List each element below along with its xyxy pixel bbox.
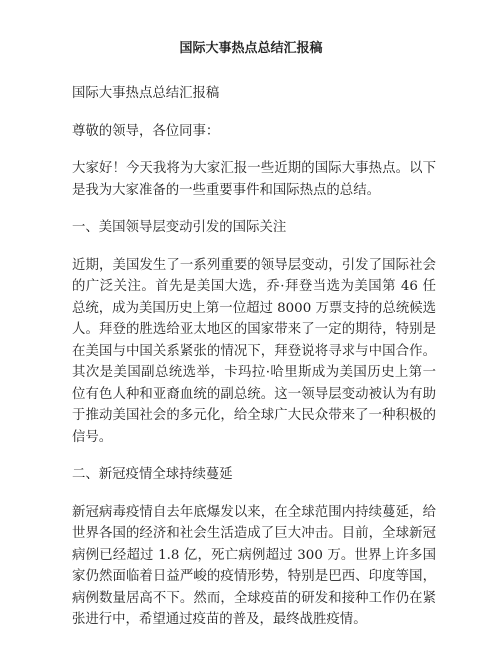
section-1-heading: 一、美国领导层变动引发的国际关注 (72, 220, 287, 235)
section-2-paragraph: 新冠病毒疫情自去年底爆发以来，在全球范围内持续蔓延，给世界各国的经济和社会生活造成了巨大冲击。目前，全球新冠病例已经超过 1.8 亿，死亡病例超过 300 万。世界上许多国家仍然面临着日益严峻的疫情形势，特别是巴西、印度等国，病例数量居高不下。然而，全球疫苗的研发和接种工作仍在紧张进行中，希望通过疫苗的普及，最终战胜疫情。 (72, 504, 436, 627)
salutation: 尊敬的领导，各位同事： (72, 123, 220, 139)
document-body (72, 83, 436, 647)
document-subtitle: 国际大事热点总结汇报稿 (72, 86, 220, 101)
page-title: 国际大事热点总结汇报稿 (179, 41, 323, 56)
intro-paragraph: 大家好！今天我将为大家汇报一些近期的国际大事热点。以下是我为大家准备的一些重要事件和国际热点的总结。 (72, 161, 436, 198)
section-1-paragraph: 近期，美国发生了一系列重要的领导层变动，引发了国际社会的广泛关注。首先是美国大选，乔·拜登当选为美国第 46 任总统，成为美国历史上第一位超过 8000 万票支持的总统候选人。拜登的胜选给亚太地区的国家带来了一定的期待，特别是在美国与中国关系紧张的情况下，拜登说将寻求与中国合作。其次是美国副总统选举，卡玛拉·哈里斯成为美国历史上第一位有色人种和亚裔血统的副总统。这一领导层变动被认为有助于推动美国社会的多元化，给全球广大民众带来了一种积极的信号。 (72, 257, 436, 445)
section-2-heading: 二、新冠疫情全球持续蔓延 (72, 467, 233, 482)
